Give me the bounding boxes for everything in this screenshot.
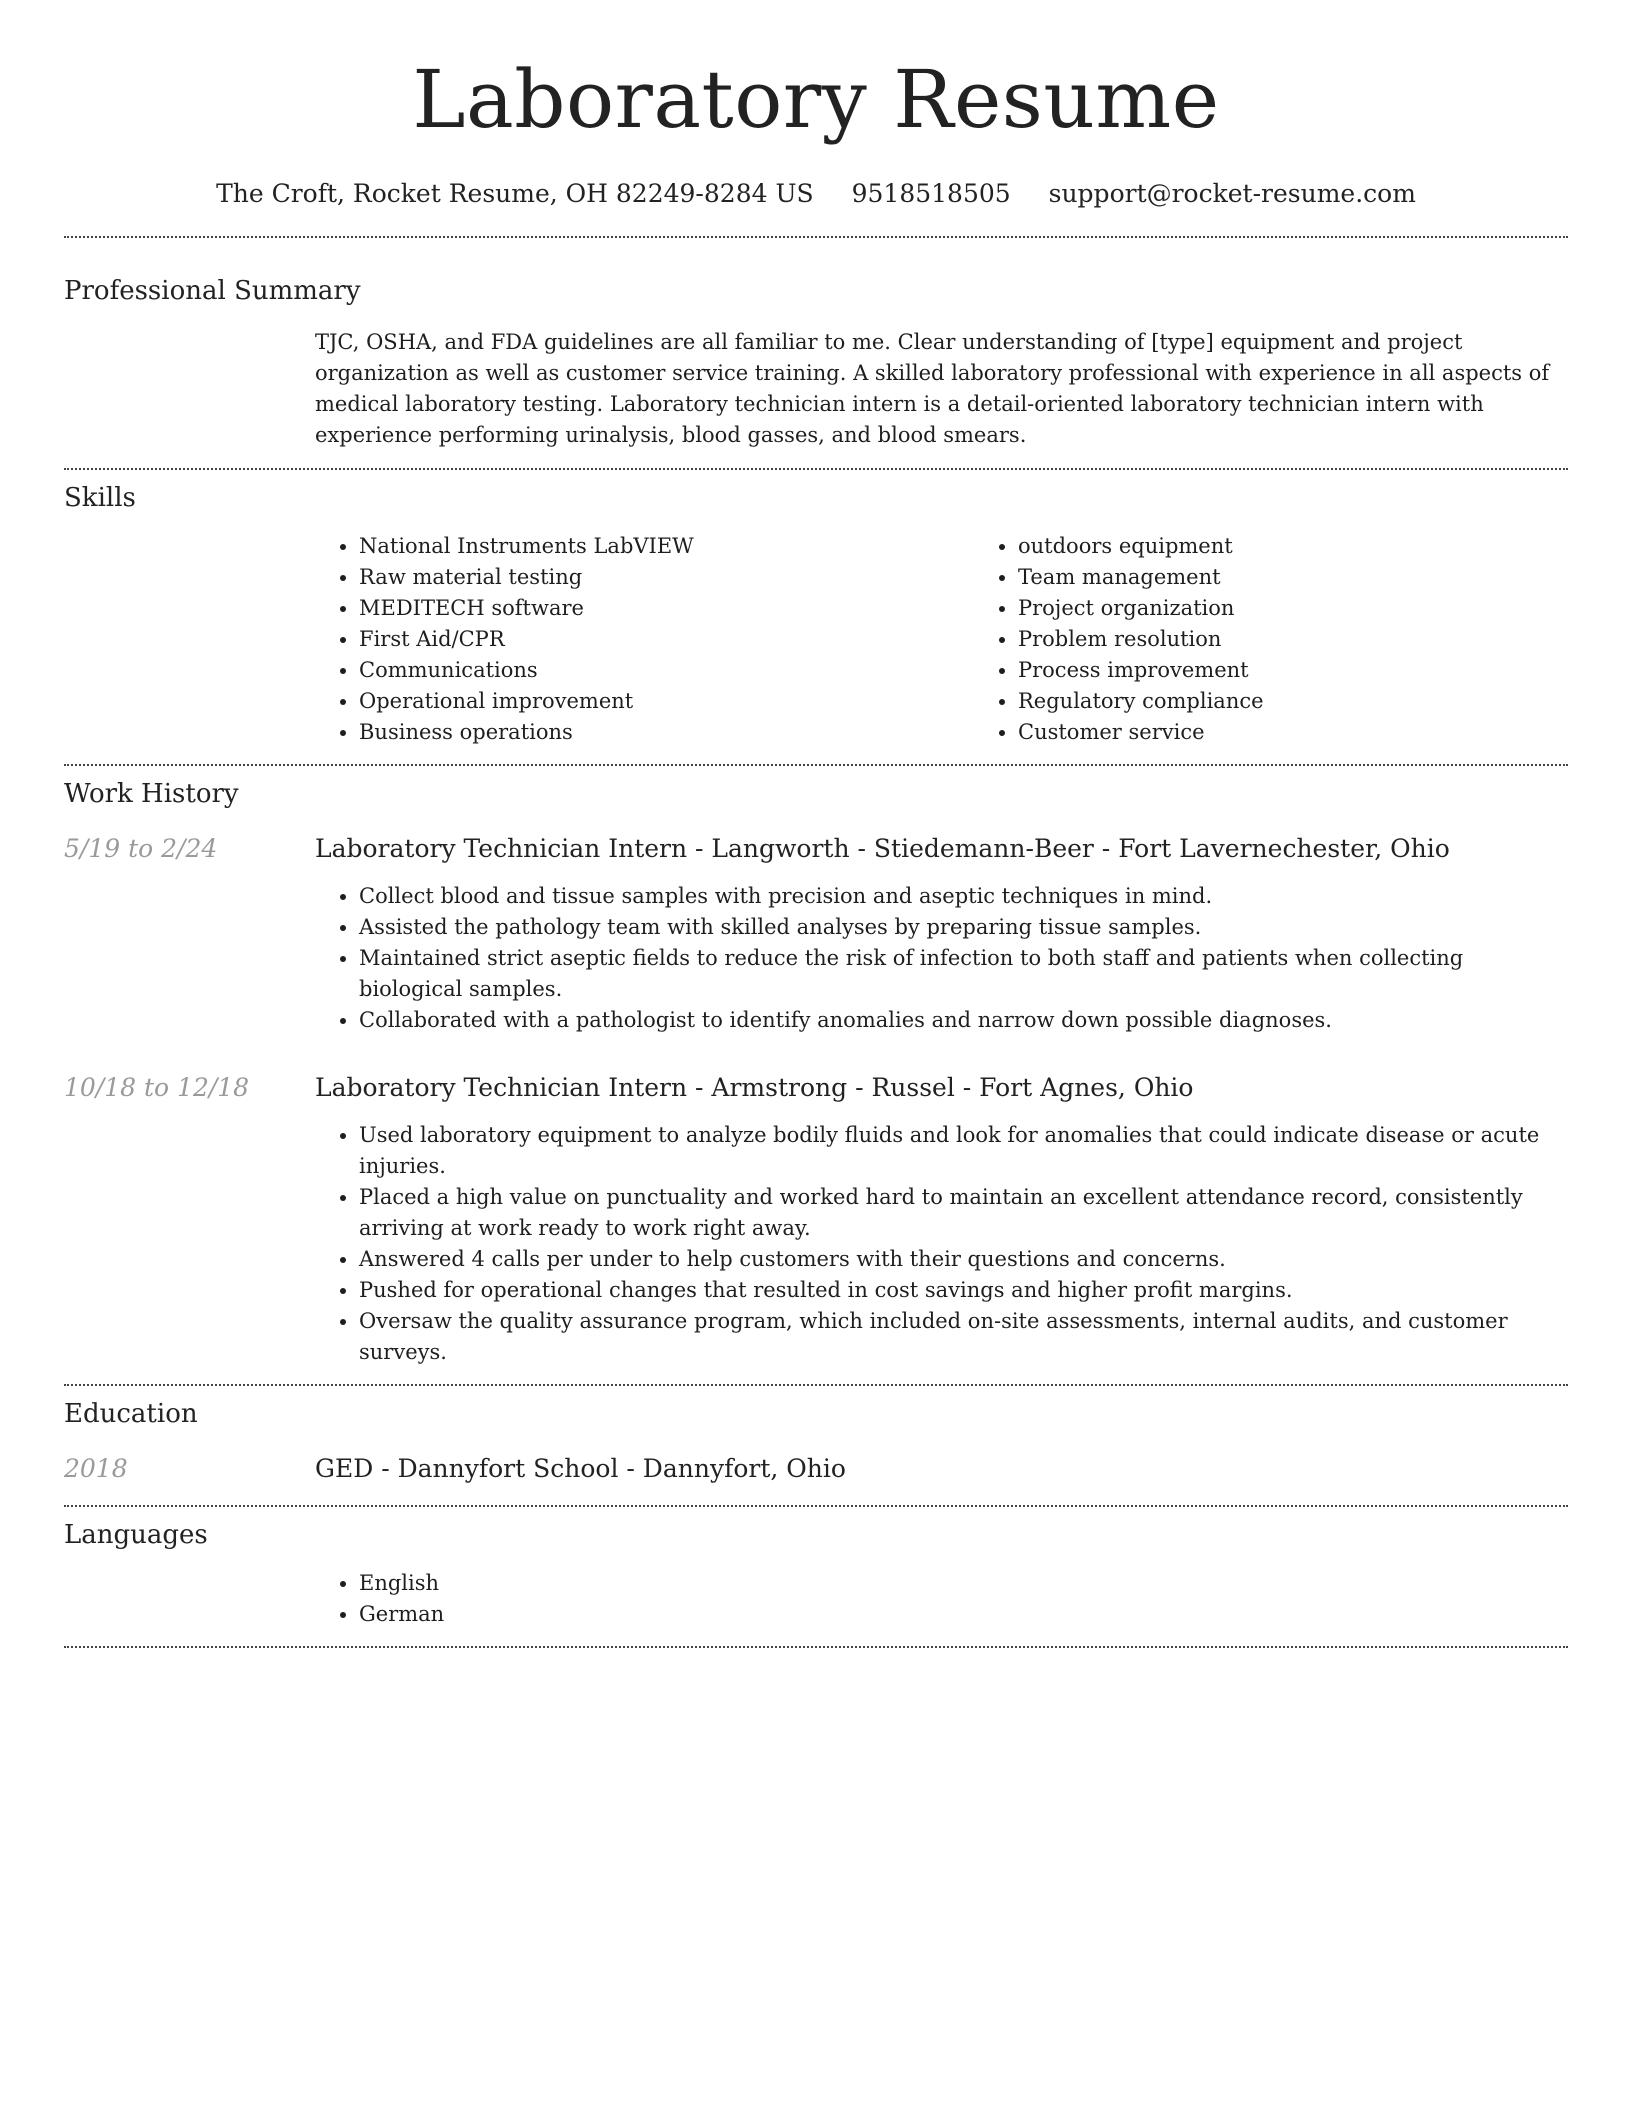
skills-list-left	[315, 531, 974, 748]
section-title-skills: Skills	[64, 483, 136, 513]
education-entry	[64, 1453, 1568, 1485]
job-bullet: • Collaborated with a pathologist to identify anomalies and narrow down possible diagnoses.	[359, 1005, 1568, 1036]
section-divider	[64, 468, 1568, 470]
skill-item: • outdoors equipment	[1018, 531, 1632, 562]
job-bullet: • Used laboratory equipment to analyze bodily fluids and look for anomalies that could indicate disease or acute injuries.	[359, 1120, 1568, 1182]
job-bullet: • Answered 4 calls per under to help customers with their questions and concerns.	[359, 1244, 1568, 1275]
skill-item: • National Instruments LabVIEW	[359, 531, 974, 562]
section-title-languages: Languages	[64, 1520, 208, 1550]
section-title-work: Work History	[64, 779, 239, 809]
skill-item: • Communications	[359, 655, 974, 686]
skill-item: • Problem resolution	[1018, 624, 1632, 655]
skill-item: • Project organization	[1018, 593, 1632, 624]
job-bullet: • Oversaw the quality assurance program, which included on-site assessments, internal audits, and customer surveys.	[359, 1306, 1568, 1368]
skill-item: • First Aid/CPR	[359, 624, 974, 655]
education-year: 2018	[64, 1454, 128, 1483]
job-dates: 5/19 to 2/24	[64, 834, 218, 863]
section-divider	[64, 1505, 1568, 1507]
contact-phone: 9518518505	[851, 179, 1011, 208]
job-entry	[64, 833, 1568, 1036]
skill-item: • Team management	[1018, 562, 1632, 593]
skill-item: • Process improvement	[1018, 655, 1632, 686]
resume-title: Laboratory Resume	[412, 53, 1220, 146]
job-title: Laboratory Technician Intern - Langworth - Stiedemann-Beer - Fort Lavernechester, Ohio	[315, 834, 1450, 863]
education-degree: GED - Dannyfort School - Dannyfort, Ohio	[315, 1454, 846, 1483]
job-dates: 10/18 to 12/18	[64, 1073, 250, 1102]
skills-section	[64, 531, 1568, 748]
skill-item: • Regulatory compliance	[1018, 686, 1632, 717]
summary-section	[64, 327, 1568, 451]
skills-list-right	[974, 531, 1632, 748]
languages-section	[64, 1568, 1568, 1630]
skill-item: • Business operations	[359, 717, 974, 748]
job-bullets	[315, 881, 1568, 1036]
section-divider	[64, 1646, 1568, 1648]
contact-address: The Croft, Rocket Resume, OH 82249-8284 US	[216, 179, 814, 208]
skill-item: • Operational improvement	[359, 686, 974, 717]
job-bullet: • Placed a high value on punctuality and worked hard to maintain an excellent attendance record, consistently arriving at work ready to work right away.	[359, 1182, 1568, 1244]
section-divider	[64, 236, 1568, 238]
job-title: Laboratory Technician Intern - Armstrong - Russel - Fort Agnes, Ohio	[315, 1073, 1194, 1102]
job-bullet: • Maintained strict aseptic fields to reduce the risk of infection to both staff and patients when collecting biological samples.	[359, 943, 1568, 1005]
job-bullet: • Assisted the pathology team with skilled analyses by preparing tissue samples.	[359, 912, 1568, 943]
summary-text: TJC, OSHA, and FDA guidelines are all familiar to me. Clear understanding of [type] equipment and project organization as well as customer service training. A skilled laboratory professional with experience in all aspects of medical laboratory testing. Laboratory technician intern is a detail-oriented laboratory technician intern with experience performing urinalysis, blood gasses, and blood smears.	[315, 330, 1550, 447]
job-bullet: • Pushed for operational changes that resulted in cost savings and higher profit margins.	[359, 1275, 1568, 1306]
skill-item: • MEDITECH software	[359, 593, 974, 624]
section-divider	[64, 764, 1568, 766]
job-entry	[64, 1072, 1568, 1368]
skill-item: • Raw material testing	[359, 562, 974, 593]
job-bullet: • Collect blood and tissue samples with precision and aseptic techniques in mind.	[359, 881, 1568, 912]
contact-email: support@rocket-resume.com	[1048, 179, 1416, 208]
section-divider	[64, 1384, 1568, 1386]
section-title-education: Education	[64, 1399, 198, 1429]
section-title-summary: Professional Summary	[64, 276, 361, 306]
languages-list	[315, 1568, 1568, 1630]
language-item: • German	[359, 1599, 1568, 1630]
language-item: • English	[359, 1568, 1568, 1599]
job-bullets	[315, 1120, 1568, 1368]
contact-line	[64, 178, 1568, 210]
skill-item: • Customer service	[1018, 717, 1632, 748]
